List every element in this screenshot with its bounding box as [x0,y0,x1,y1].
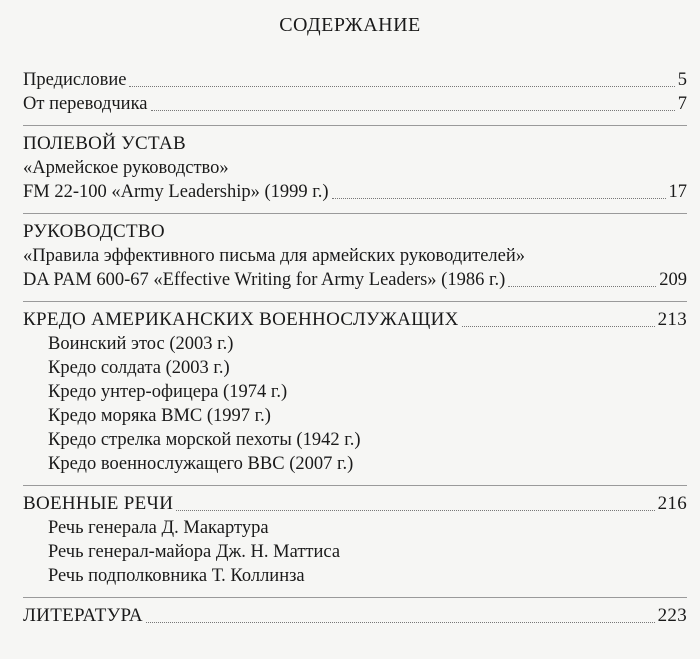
toc-page-number: 213 [657,309,687,330]
table-of-contents [23,68,687,628]
toc-section-title: РУКОВОДСТВО [23,221,165,242]
dot-leader [146,622,655,623]
toc-entry-label: «Армейское руководство» [23,158,229,178]
dot-leader [508,286,656,287]
toc-subentry[interactable] [23,428,687,452]
section-divider [23,301,687,302]
dot-leader [462,326,655,327]
toc-subentry-label: Кредо моряка ВМС (1997 г.) [48,406,271,426]
toc-subentry-label: Кредо солдата (2003 г.) [48,358,230,378]
toc-subentry[interactable] [23,404,687,428]
toc-section-heading[interactable] [23,132,687,156]
toc-subentry-label: Кредо унтер-офицера (1974 г.) [48,382,288,402]
toc-subentry[interactable] [23,356,687,380]
toc-subentry-label: Речь генерал-майора Дж. Н. Маттиса [48,542,341,562]
toc-section-title: ПОЛЕВОЙ УСТАВ [23,133,186,154]
dot-leader [176,510,654,511]
toc-subentry[interactable] [23,516,687,540]
toc-page-number: 216 [657,493,687,514]
toc-subentry[interactable] [23,332,687,356]
toc-page-number: 5 [677,70,687,90]
toc-subentry-label: Кредо военнослужащего ВВС (2007 г.) [48,454,354,474]
toc-section-heading[interactable] [23,308,687,332]
toc-entry-fm-22-100[interactable] [23,180,687,204]
toc-subentry[interactable] [23,540,687,564]
toc-subentry[interactable] [23,564,687,588]
toc-section-heading[interactable] [23,604,687,628]
dot-leader [151,110,675,111]
toc-entry-translator-note[interactable] [23,92,687,116]
toc-entry-preface[interactable] [23,68,687,92]
toc-section-title: ЛИТЕРАТУРА [23,605,143,626]
toc-subentry-label: Воинский этос (2003 г.) [48,334,234,354]
toc-entry-label: Предисловие [23,70,127,90]
toc-entry-subtitle [23,244,687,268]
section-divider [23,213,687,214]
toc-subentry-label: Речь генерала Д. Макартура [48,518,269,538]
toc-entry-label: От переводчика [23,94,148,114]
toc-subentry-label: Речь подполковника Т. Коллинза [48,566,305,586]
toc-page-number: 7 [677,94,687,114]
dot-leader [332,198,666,199]
toc-entry-subtitle [23,156,687,180]
toc-page-number: 223 [657,605,687,626]
toc-page-number: 209 [659,270,687,290]
dot-leader [129,86,674,87]
toc-entry-label: «Правила эффективного письма для армейских руководителей» [23,246,526,266]
toc-subentry-label: Кредо стрелка морской пехоты (1942 г.) [48,430,361,450]
toc-entry-da-pam-600-67[interactable] [23,268,687,292]
toc-section-title: ВОЕННЫЕ РЕЧИ [23,493,174,514]
page-title: СОДЕРЖАНИЕ [279,14,421,36]
section-divider [23,597,687,598]
toc-subentry[interactable] [23,452,687,476]
toc-subentry[interactable] [23,380,687,404]
toc-section-title: КРЕДО АМЕРИКАНСКИХ ВОЕННОСЛУЖАЩИХ [23,309,459,330]
toc-entry-label: DA PAM 600-67 «Effective Writing for Army Leaders» (1986 г.) [23,270,506,290]
section-divider [23,485,687,486]
toc-page-number: 17 [668,182,687,202]
toc-section-heading[interactable] [23,220,687,244]
toc-section-heading[interactable] [23,492,687,516]
toc-entry-label: FM 22-100 «Army Leadership» (1999 г.) [23,182,329,202]
section-divider [23,125,687,126]
